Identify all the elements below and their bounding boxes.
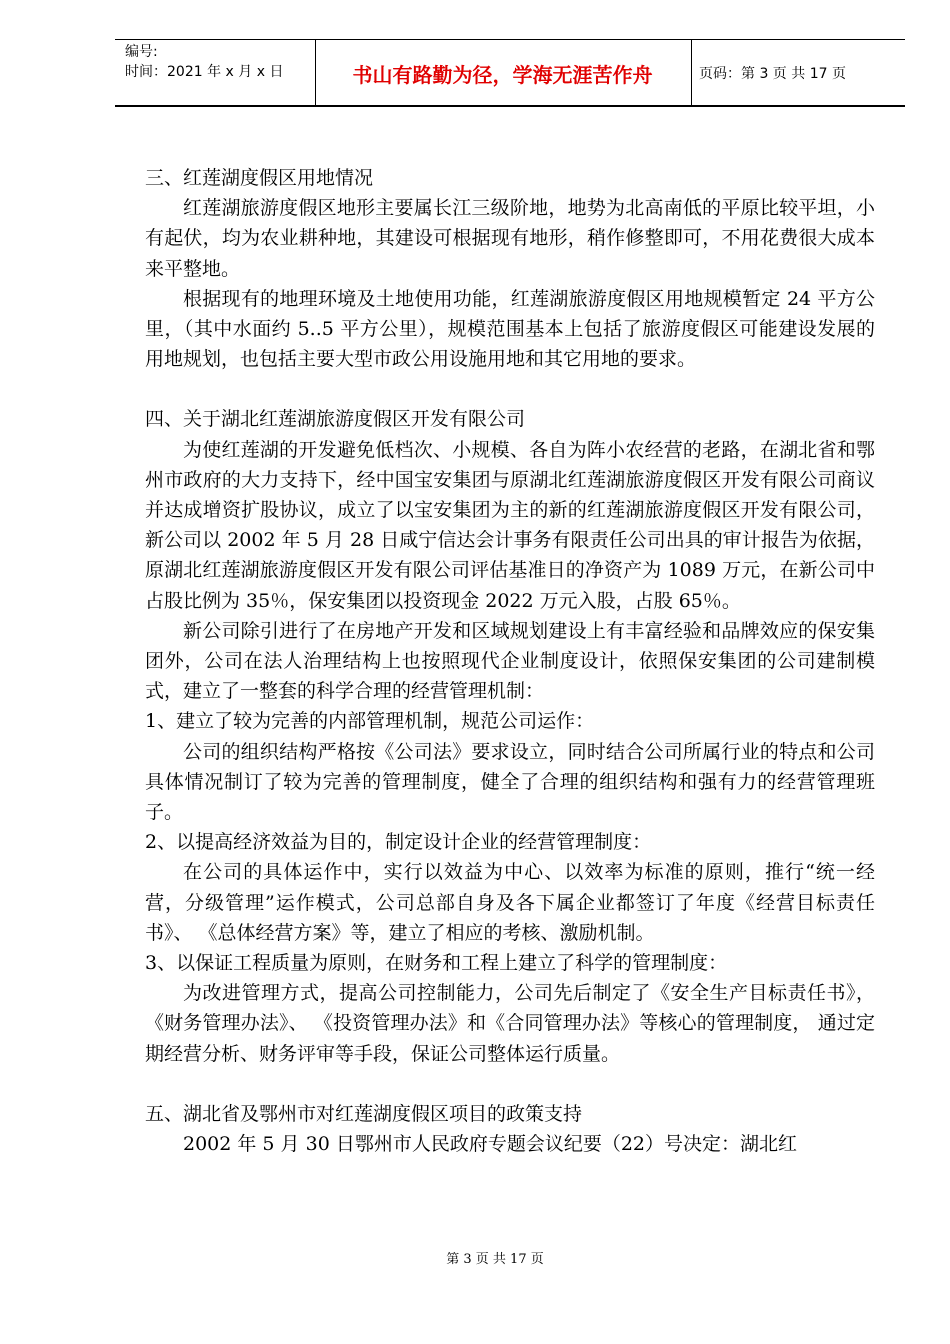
list-item-text: 公司的组织结构严格按《公司法》要求设立，同时结合公司所属行业的特点和公司具体情况制订了较为完善的管理制度，健全了合理的组织结构和强有力的经营管理班子。 xyxy=(145,740,875,824)
serial-label: 编号: xyxy=(125,44,158,60)
header-motto: 书山有路勤为径，学海无涯苦作舟 xyxy=(352,62,653,87)
list-item-text: 在公司的具体运作中，实行以效益为中心、以效率为标准的原则，推行“统一经营，分级管理”运作模式，公司总部自身及各下属企业都签订了年度《经营目标责任书》、 《总体经营方案》等，建立了相应的考核、激励机制。 xyxy=(145,861,875,944)
page-footer: 第 3 页 共 17 页 xyxy=(446,1252,544,1267)
section-spacer xyxy=(145,374,875,404)
paragraph: 新公司除引进行了在房地产开发和区域规划建设上有丰富经验和品牌效应的保安集团外，公司在法人治理结构上也按照现代企业制度设计，依照保安集团的公司建制模式，建立了一整套的科学合理的经营管理机制： xyxy=(145,619,875,703)
paragraph: 红莲湖旅游度假区地形主要属长江三级阶地，地势为北高南低的平原比较平坦，小有起伏，均为农业耕种地，其建设可根据现有地形，稍作修整即可，不用花费很大成本来平整地。 xyxy=(145,197,875,280)
document-body xyxy=(145,163,875,1159)
list-item-title: 3、以保证工程质量为原则，在财务和工程上建立了科学的管理制度： xyxy=(145,952,728,975)
time-label: 时间：2021 年 x 月 x 日 xyxy=(125,64,284,80)
page-header xyxy=(115,39,905,107)
section-heading: 四、关于湖北红莲湖旅游度假区开发有限公司 xyxy=(145,408,526,431)
section-heading: 三、红莲湖度假区用地情况 xyxy=(145,167,374,189)
section-heading: 五、湖北省及鄂州市对红莲湖度假区项目的政策支持 xyxy=(145,1102,583,1125)
list-item-text: 为改进管理方式，提高公司控制能力，公司先后制定了《安全生产目标责任书》，《财务管理办法》、 《投资管理办法》和《合同管理办法》等核心的管理制度， 通过定期经营分析、财务评审等手段，保证公司整体运行质量。 xyxy=(145,982,875,1065)
paragraph: 为使红莲湖的开发避免低档次、小规模、各自为阵小农经营的老路，在湖北省和鄂州市政府的大力支持下，经中国宝安集团与原湖北红莲湖旅游度假区开发有限公司商议并达成增资扩股协议，成立了以宝安集团为主的新的红莲湖旅游度假区开发有限公司，新公司以 2002 年 5 月 28 日咸宁信达会计事务有限责任公司出具的审计报告为依据，原湖北红莲湖旅游度假区开发有限公司评估基准日的净资产为 1089 万元，在新公司中占股比例为 35％，保安集团以投资现金 2022 万元入股，占股 65％。 xyxy=(145,438,875,612)
paragraph: 2002 年 5 月 30 日鄂州市人民政府专题会议纪要（22）号决定：湖北红 xyxy=(183,1133,797,1156)
header-meta xyxy=(125,42,283,82)
header-page-label: 页码：第 3 页 共 17 页 xyxy=(699,66,846,82)
list-item-title: 2、以提高经济效益为目的，制定设计企业的经营管理制度： xyxy=(145,831,652,854)
list-item-title: 1、建立了较为完善的内部管理机制，规范公司运作： xyxy=(145,710,595,733)
section-spacer xyxy=(145,1069,875,1099)
paragraph: 根据现有的地理环境及土地使用功能，红莲湖旅游度假区用地规模暂定 24 平方公里，（其中水面约 5..5 平方公里），规模范围基本上包括了旅游度假区可能建设发展的用地规划，也包括主要大型市政公用设施用地和其它用地的要求。 xyxy=(145,287,875,371)
header-bottom-rule xyxy=(115,105,905,107)
